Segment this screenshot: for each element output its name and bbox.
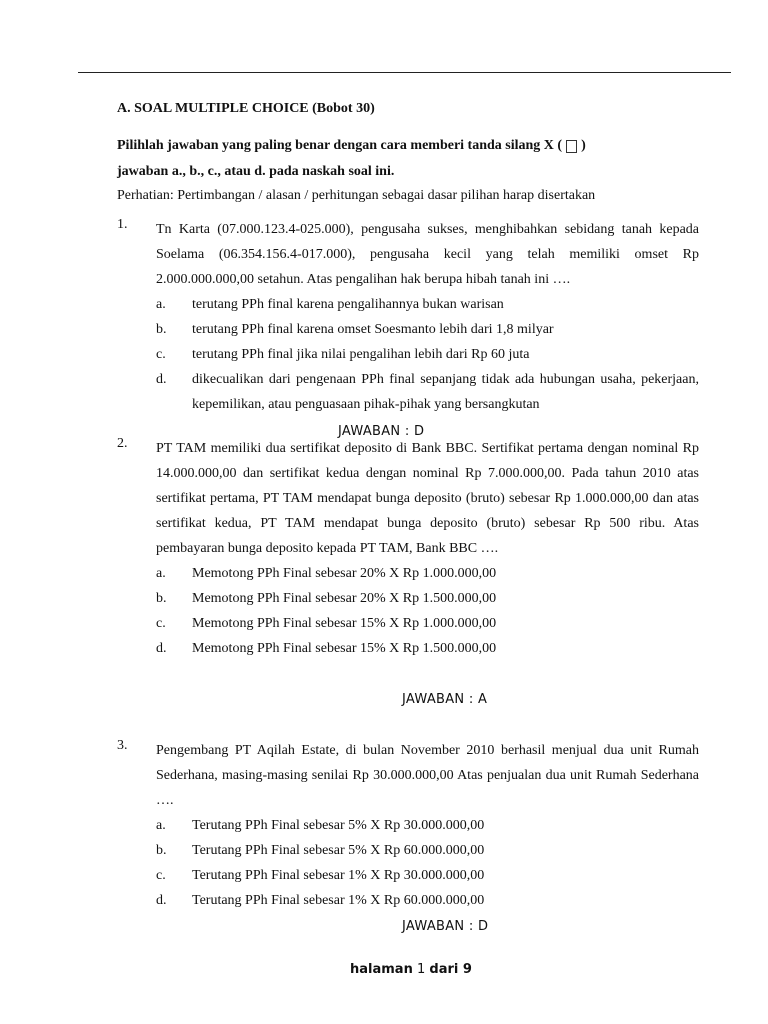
question-stem: Pengembang PT Aqilah Estate, di bulan November 2010 berhasil menjual dua unit Rumah Sederhana, masing-masing senilai Rp 30.000.000,00 Atas penjualan dua unit Rumah Sederhana ….: [156, 743, 699, 808]
question-number: 1.: [117, 217, 128, 232]
page-footer: [350, 962, 472, 977]
option-letter: a.: [156, 818, 166, 833]
option-b[interactable]: [156, 586, 699, 611]
option-a[interactable]: [156, 561, 699, 586]
question-stem: PT TAM memiliki dua sertifikat deposito di Bank BBC. Sertifikat pertama dengan nominal Rp 14.000.000,00 dan sertifikat kedua dengan nominal Rp 7.000.000,00. Pada tahun 2010 atas sertifikat pertama, PT TAM mendapat bunga deposito (bruto) sebesar Rp 1.000.000,00 dan atas sertifikat kedua, PT TAM mendapat bunga deposito (bruto) sebesar Rp 500 ribu. Atas pembayaran bunga deposito kepada PT TAM, Bank BBC ….: [156, 441, 699, 556]
option-text: Terutang PPh Final sebesar 1% X Rp 30.000.000,00: [192, 868, 485, 883]
option-letter: d.: [156, 893, 167, 908]
instruction-note: Perhatian: Pertimbangan / alasan / perhitungan sebagai dasar pilihan harap disertakan: [117, 188, 596, 203]
option-d[interactable]: [156, 367, 699, 417]
instruction-close-paren: ): [581, 138, 586, 153]
footer-total: dari 9: [429, 962, 472, 977]
option-b[interactable]: [156, 317, 699, 342]
option-c[interactable]: [156, 611, 699, 636]
option-letter: b.: [156, 591, 167, 606]
option-letter: d.: [156, 641, 167, 656]
question-1: [117, 217, 699, 417]
option-d[interactable]: [156, 636, 699, 661]
answer-key: JAWABAN : D: [402, 919, 489, 934]
question-2: [117, 436, 699, 661]
section-title: A. SOAL MULTIPLE CHOICE (Bobot 30): [117, 101, 375, 116]
option-letter: c.: [156, 616, 166, 631]
instruction-text: Pilihlah jawaban yang paling benar dengan cara memberi tanda silang X (: [117, 138, 563, 153]
option-letter: b.: [156, 843, 167, 858]
option-text: Memotong PPh Final sebesar 20% X Rp 1.000.000,00: [192, 566, 497, 581]
footer-label: halaman: [350, 962, 413, 977]
option-text: Terutang PPh Final sebesar 1% X Rp 60.000.000,00: [192, 893, 485, 908]
option-text: Memotong PPh Final sebesar 15% X Rp 1.000.000,00: [192, 616, 497, 631]
option-a[interactable]: [156, 292, 699, 317]
option-c[interactable]: [156, 342, 699, 367]
option-letter: a.: [156, 297, 166, 312]
option-text: Terutang PPh Final sebesar 5% X Rp 60.000.000,00: [192, 843, 485, 858]
instruction-line-1: [117, 138, 586, 154]
option-letter: b.: [156, 322, 167, 337]
option-text: dikecualikan dari pengenaan PPh final sepanjang tidak ada hubungan usaha, pekerjaan, kepemilikan, atau penguasaan pihak-pihak yang bersangkutan: [192, 372, 699, 412]
footer-page-number: 1: [416, 962, 426, 977]
option-letter: a.: [156, 566, 166, 581]
option-text: terutang PPh final karena pengalihannya bukan warisan: [192, 297, 504, 312]
option-text: terutang PPh final karena omset Soesmanto lebih dari 1,8 milyar: [192, 322, 554, 337]
option-text: Memotong PPh Final sebesar 15% X Rp 1.500.000,00: [192, 641, 497, 656]
option-letter: c.: [156, 347, 166, 362]
question-number: 3.: [117, 738, 128, 753]
option-a[interactable]: [156, 813, 699, 838]
question-number: 2.: [117, 436, 128, 451]
question-3: [117, 738, 699, 913]
question-stem: Tn Karta (07.000.123.4-025.000), pengusaha sukses, menghibahkan sebidang tanah kepada Soelama (06.354.156.4-017.000), pengusaha kecil yang telah memiliki omset Rp 2.000.000.000,00 setahun. Atas pengalihan hak berupa hibah tanah ini ….: [156, 222, 699, 287]
checkbox-icon: [566, 140, 577, 153]
option-letter: d.: [156, 372, 167, 387]
option-c[interactable]: [156, 863, 699, 888]
option-text: Terutang PPh Final sebesar 5% X Rp 30.000.000,00: [192, 818, 485, 833]
option-d[interactable]: [156, 888, 699, 913]
option-letter: c.: [156, 868, 166, 883]
answer-key: JAWABAN : D: [338, 424, 425, 439]
instruction-line-2: jawaban a., b., c., atau d. pada naskah soal ini.: [117, 164, 395, 179]
answer-key: JAWABAN : A: [402, 692, 488, 707]
option-text: Memotong PPh Final sebesar 20% X Rp 1.500.000,00: [192, 591, 497, 606]
header-rule: [78, 72, 731, 73]
option-b[interactable]: [156, 838, 699, 863]
option-text: terutang PPh final jika nilai pengalihan lebih dari Rp 60 juta: [192, 347, 530, 362]
